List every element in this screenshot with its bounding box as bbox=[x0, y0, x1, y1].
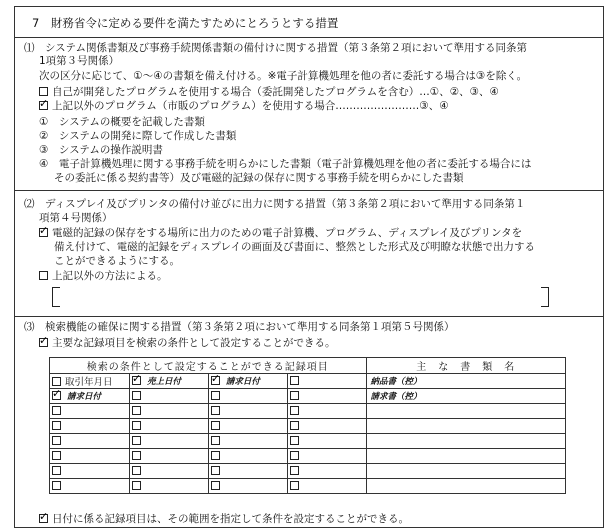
criteria-checkbox[interactable] bbox=[52, 377, 61, 386]
s2-option-1-cont-2: ことができるようにする。 bbox=[54, 255, 180, 267]
criteria-cell bbox=[287, 389, 366, 404]
criteria-checkbox[interactable] bbox=[211, 451, 220, 460]
criteria-cell bbox=[129, 479, 208, 494]
criteria-cell bbox=[50, 464, 130, 479]
criteria-cell bbox=[208, 434, 287, 449]
criteria-checkbox[interactable] bbox=[211, 466, 220, 475]
s3-option-1-checkbox[interactable] bbox=[39, 338, 48, 347]
criteria-checkbox[interactable] bbox=[132, 421, 141, 430]
criteria-checkbox[interactable] bbox=[52, 436, 61, 445]
table-header-documents: 主 な 書 類 名 bbox=[366, 358, 565, 374]
document-name-cell bbox=[366, 374, 565, 389]
criteria-checkbox[interactable] bbox=[52, 406, 61, 415]
criteria-cell bbox=[287, 479, 366, 494]
criteria-cell bbox=[129, 419, 208, 434]
s1-option-2-label: 上記以外のプログラム（市販のプログラム）を使用する場合……………………③、④ bbox=[52, 100, 449, 112]
s3-option-2-checkbox[interactable] bbox=[39, 514, 48, 523]
criteria-checkbox[interactable] bbox=[52, 391, 61, 400]
table-row bbox=[50, 419, 566, 434]
criteria-cell bbox=[50, 479, 130, 494]
criteria-cell bbox=[287, 464, 366, 479]
s2-option-1-checkbox[interactable] bbox=[39, 228, 48, 237]
s1-item-4b: その委託に係る契約書等）及び電磁的記録の保存に関する事務手続を明らかにした書類 bbox=[54, 172, 464, 184]
s2-other-method-bracket-right bbox=[541, 287, 549, 307]
criteria-checkbox[interactable] bbox=[132, 406, 141, 415]
document-name-cell bbox=[366, 464, 565, 479]
s1-heading-2: 1項第３号関係） bbox=[39, 55, 120, 67]
document-name-cell bbox=[366, 404, 565, 419]
s1-option-self-developed bbox=[39, 86, 499, 99]
s2-option-1-label: 電磁的記録の保存をする場所に出力のための電子計算機、プログラム、ディスプレイ及びプリンタを bbox=[52, 227, 523, 239]
s2-option-2 bbox=[39, 270, 168, 283]
table-row bbox=[50, 479, 566, 494]
table-row bbox=[50, 449, 566, 464]
criteria-cell bbox=[50, 434, 130, 449]
criteria-cell bbox=[287, 374, 366, 389]
criteria-checkbox[interactable] bbox=[290, 391, 299, 400]
criteria-cell bbox=[129, 434, 208, 449]
criteria-cell bbox=[50, 374, 130, 389]
criteria-checkbox[interactable] bbox=[290, 406, 299, 415]
criteria-checkbox[interactable] bbox=[52, 421, 61, 430]
criteria-cell bbox=[287, 404, 366, 419]
criteria-cell bbox=[50, 449, 130, 464]
s3-option-1 bbox=[39, 337, 336, 350]
criteria-cell bbox=[208, 389, 287, 404]
s1-item-2: ② システムの開発に際して作成した書類 bbox=[39, 130, 237, 142]
criteria-label: 取引年月日 bbox=[65, 377, 113, 388]
s1-item-4a: ④ 電子計算機処理に関する事務手続を明らかにした書類（電子計算機処理を他の者に委託する場合には bbox=[39, 158, 532, 170]
table-header-row bbox=[50, 358, 566, 374]
s1-option-1-label: 自己が開発したプログラムを使用する場合（委託開発したプログラムを含む）…①、②、③、④ bbox=[52, 86, 499, 98]
search-criteria-table bbox=[49, 357, 566, 494]
criteria-cell bbox=[208, 464, 287, 479]
s1-intro: 次の区分に応じて、①～④の書類を備え付ける。※電子計算機処理を他の者に委託する場合は③を除く。 bbox=[39, 70, 528, 82]
document-name: 請求書（控） bbox=[370, 392, 422, 402]
s2-option-2-label: 上記以外の方法による。 bbox=[52, 270, 168, 282]
s2-option-1 bbox=[39, 227, 522, 240]
s3-option-2-label: 日付に係る記録項目は、その範囲を指定して条件を設定することができる。 bbox=[52, 513, 409, 525]
criteria-cell bbox=[129, 464, 208, 479]
criteria-checkbox[interactable] bbox=[52, 466, 61, 475]
criteria-cell bbox=[50, 389, 130, 404]
s2-heading: ⑵ ディスプレイ及びプリンタの備付け並びに出力に関する措置（第３条第２項において準用する同条第１ bbox=[24, 198, 526, 210]
title-row bbox=[14, 6, 604, 38]
table-row bbox=[50, 434, 566, 449]
criteria-checkbox[interactable] bbox=[290, 376, 299, 385]
criteria-cell bbox=[129, 449, 208, 464]
document-name-cell bbox=[366, 419, 565, 434]
criteria-label: 売上日付 bbox=[146, 377, 181, 387]
s1-option-commercial bbox=[39, 100, 449, 113]
criteria-checkbox[interactable] bbox=[132, 451, 141, 460]
criteria-cell bbox=[208, 419, 287, 434]
criteria-checkbox[interactable] bbox=[132, 466, 141, 475]
criteria-checkbox[interactable] bbox=[211, 406, 220, 415]
criteria-cell bbox=[208, 449, 287, 464]
s1-heading-1: ⑴ システム関係書類及び事務手続関係書類の備付けに関する措置（第３条第２項において準用する同条第 bbox=[24, 42, 527, 54]
criteria-label: 請求日付 bbox=[67, 392, 102, 402]
s3-option-1-label: 主要な記録項目を検索の条件として設定することができる。 bbox=[52, 337, 336, 349]
criteria-checkbox[interactable] bbox=[290, 421, 299, 430]
form-title: 7 財務省令に定める要件を満たすためにとろうとする措置 bbox=[32, 16, 339, 30]
criteria-cell bbox=[287, 419, 366, 434]
s2-other-method-bracket-left bbox=[52, 287, 60, 307]
criteria-cell bbox=[50, 419, 130, 434]
criteria-checkbox[interactable] bbox=[211, 436, 220, 445]
criteria-cell bbox=[129, 389, 208, 404]
document-name: 納品書（控） bbox=[370, 377, 422, 387]
criteria-checkbox[interactable] bbox=[211, 391, 220, 400]
criteria-checkbox[interactable] bbox=[211, 421, 220, 430]
criteria-label: 請求日付 bbox=[225, 377, 260, 387]
criteria-checkbox[interactable] bbox=[132, 436, 141, 445]
table-row bbox=[50, 464, 566, 479]
s2-option-1-cont-1: 備え付けて、電磁的記録をディスプレイの画面及び書面に、整然とした形式及び明瞭な状態で出力する bbox=[54, 241, 536, 253]
criteria-cell bbox=[208, 479, 287, 494]
criteria-cell bbox=[287, 449, 366, 464]
document-name-cell bbox=[366, 389, 565, 404]
s3-option-2 bbox=[39, 513, 409, 526]
criteria-checkbox[interactable] bbox=[132, 376, 141, 385]
criteria-checkbox[interactable] bbox=[290, 481, 299, 490]
criteria-cell bbox=[208, 374, 287, 389]
criteria-checkbox[interactable] bbox=[290, 466, 299, 475]
table-header-criteria: 検索の条件として設定することができる記録項目 bbox=[50, 358, 367, 374]
criteria-cell bbox=[129, 404, 208, 419]
s1-item-3: ③ システムの操作説明書 bbox=[39, 144, 163, 156]
criteria-checkbox[interactable] bbox=[290, 436, 299, 445]
criteria-checkbox[interactable] bbox=[132, 391, 141, 400]
table-row bbox=[50, 374, 566, 389]
criteria-cell bbox=[208, 404, 287, 419]
criteria-checkbox[interactable] bbox=[132, 481, 141, 490]
criteria-checkbox[interactable] bbox=[211, 376, 220, 385]
table-row bbox=[50, 389, 566, 404]
s1-option-1-checkbox[interactable] bbox=[39, 87, 48, 96]
criteria-checkbox[interactable] bbox=[211, 481, 220, 490]
document-name-cell bbox=[366, 434, 565, 449]
criteria-cell bbox=[287, 434, 366, 449]
s2-heading-2: 項第４号関係） bbox=[39, 212, 113, 224]
s2-option-2-checkbox[interactable] bbox=[39, 271, 48, 280]
document-name-cell bbox=[366, 449, 565, 464]
criteria-checkbox[interactable] bbox=[52, 481, 61, 490]
table-row bbox=[50, 404, 566, 419]
s1-option-2-checkbox[interactable] bbox=[39, 101, 48, 110]
s1-item-1: ① システムの概要を記載した書類 bbox=[39, 116, 205, 128]
criteria-cell bbox=[50, 404, 130, 419]
document-name-cell bbox=[366, 479, 565, 494]
criteria-checkbox[interactable] bbox=[290, 451, 299, 460]
criteria-cell bbox=[129, 374, 208, 389]
s3-heading: ⑶ 検索機能の確保に関する措置（第３条第２項において準用する同条第１項第５号関係） bbox=[24, 321, 455, 333]
criteria-checkbox[interactable] bbox=[52, 451, 61, 460]
